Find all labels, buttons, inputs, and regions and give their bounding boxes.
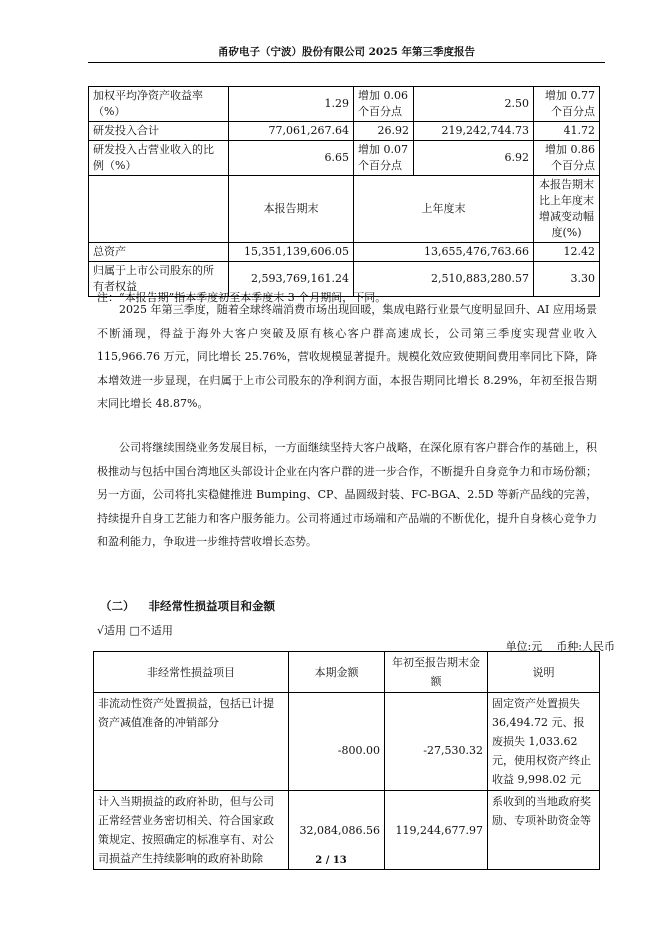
section-heading — [100, 598, 275, 614]
cell-value: 77,061,267.64 — [229, 122, 354, 141]
cell-value: 32,084,086.56 — [289, 791, 385, 870]
cell-value: 13,655,476,763.66 — [354, 243, 534, 262]
page-header: 甬矽电子（宁波）股份有限公司 2025 年第三季度报告 — [88, 44, 605, 63]
cell-value: 119,244,677.97 — [385, 791, 488, 870]
cell-value: -27,530.32 — [385, 693, 488, 791]
applicability-line — [97, 622, 173, 638]
row-label: 研发投入合计 — [89, 122, 229, 141]
empty-header-cell — [89, 176, 229, 243]
cell-value: 3.30 — [534, 262, 600, 297]
column-header: 说明 — [488, 652, 600, 693]
section-number: （二） — [100, 599, 135, 613]
table-row — [89, 122, 600, 141]
column-header: 年初至报告期末金额 — [385, 652, 488, 693]
table-row — [89, 243, 600, 262]
section-title: 非经常性损益项目和金额 — [148, 599, 275, 613]
financial-summary-table — [88, 86, 600, 297]
cell-value: 增加 0.07 个百分点 — [354, 141, 414, 176]
table-row — [94, 693, 600, 791]
cell-note: 固定资产处置损失 36,494.72 元、报废损失 1,033.62 元，使用权资产终止收益 9,998.02 元 — [488, 693, 600, 791]
row-label: 加权平均净资产收益率（%） — [89, 87, 229, 122]
table-header-row — [94, 652, 600, 693]
table-row — [89, 87, 600, 122]
row-label: 总资产 — [89, 243, 229, 262]
cell-value: 增加 0.86 个百分点 — [534, 141, 600, 176]
table-row — [89, 141, 600, 176]
unit-label: 单位:元 — [505, 640, 543, 653]
not-applicable-unchecked: □不适用 — [129, 624, 173, 637]
column-header: 本报告期末比上年度末增减变动幅度(%) — [534, 176, 600, 243]
cell-value: 增加 0.77 个百分点 — [534, 87, 600, 122]
cell-value: 1.29 — [229, 87, 354, 122]
cell-value: 15,351,139,606.05 — [229, 243, 354, 262]
column-header: 上年度末 — [354, 176, 534, 243]
cell-note: 系收到的当地政府奖励、专项补助资金等 — [488, 791, 600, 870]
item-label: 计入当期损益的政府补助，但与公司正常经营业务密切相关、符合国家政策规定、按照确定的标准享有、对公司损益产生持续影响的政府补助除 — [94, 791, 289, 870]
item-label: 非流动性资产处置损益，包括已计提资产减值准备的冲销部分 — [94, 693, 289, 791]
table-header-row — [89, 176, 600, 243]
cell-value: 2,510,883,280.57 — [354, 262, 534, 297]
currency-label: 币种:人民币 — [556, 640, 615, 653]
column-header: 本报告期末 — [229, 176, 354, 243]
paragraph-q3-performance: 2025 年第三季度，随着全球终端消费市场出现回暖，集成电路行业景气度明显回升、AI 应用场景不断涌现，得益于海外大客户突破及原有核心客户群高速成长，公司第三季度实现营业收入 115,966.76 万元，同比增长 25.76%，营收规模显著提升。规模化效应致使期间费用率同比下降，降本增效进一步显现，在归属于上市公司股东的净利润方面，本报告期同比增长 8.29%，年初至报告期末同比增长 48.87%。 — [97, 303, 597, 410]
cell-value: 增加 0.06 个百分点 — [354, 87, 414, 122]
column-header: 非经常性损益项目 — [94, 652, 289, 693]
cell-value: 6.92 — [414, 141, 534, 176]
cell-value: -800.00 — [289, 693, 385, 791]
table-note: 注：“本报告期”指本季度初至本季度末 3 个月期间，下同。 — [97, 291, 387, 304]
cell-value: 2.50 — [414, 87, 534, 122]
row-label: 归属于上市公司股东的所有者权益 — [89, 262, 229, 297]
cell-value: 41.72 — [534, 122, 600, 141]
page-number: 2 / 13 — [315, 855, 347, 866]
non-recurring-items-table — [93, 651, 600, 870]
cell-value: 26.92 — [354, 122, 414, 141]
column-header: 本期金额 — [289, 652, 385, 693]
row-label: 研发投入占营业收入的比例（%） — [89, 141, 229, 176]
cell-value: 6.65 — [229, 141, 354, 176]
cell-value: 219,242,744.73 — [414, 122, 534, 141]
cell-value: 2,593,769,161.24 — [229, 262, 354, 297]
paragraph-strategy: 公司将继续围绕业务发展目标，一方面继续坚持大客户战略，在深化原有客户群合作的基础上，积极推动与包括中国台湾地区头部设计企业在内客户群的进一步合作，不断提升自身竞争力和市场份额；另一方面，公司将扎实稳健推进 Bumping、CP、晶圆级封装、FC-BGA、2.5D 等新产品线的完善，持续提升自身工艺能力和客户服务能力。公司将通过市场端和产品端的不断优化，提升自身核心竞争力和盈利能力，争取进一步维持营收增长态势。 — [97, 441, 597, 548]
applicable-checked: √适用 — [97, 624, 127, 637]
cell-value: 12.42 — [534, 243, 600, 262]
